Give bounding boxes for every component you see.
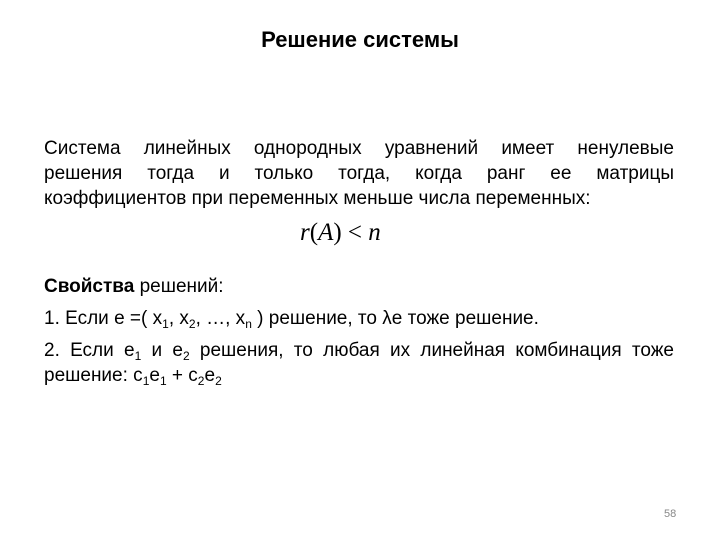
item2-text: e [204,365,216,386]
item1-text: ) решение, то λe тоже решение. [251,308,539,329]
formula-close-paren: ) [333,219,342,246]
properties-heading-bold: Свойства [44,276,135,297]
definition-line: решения тогда и только тогда, когда ранг ее матрицы [44,163,674,184]
properties-heading [44,276,224,298]
item2-subscript: 2 [215,374,222,388]
page-number: 58 [664,508,677,520]
item2-line-1 [44,338,674,363]
item2-subscript: 1 [134,349,142,363]
formula-A: A [318,219,334,246]
definition-line: коэффициентов при переменных меньше числа переменных: [44,188,591,209]
property-item-1 [44,308,539,330]
formula-n: n [368,219,381,246]
formula-r: r [300,219,310,246]
item2-text: решение: c [44,365,143,386]
property-item-2 [44,338,674,388]
item1-subscript: n [245,317,252,331]
item1-subscript: 2 [188,317,196,331]
item1-text: 1. Если e =( x [44,308,163,329]
item2-text: и e [141,340,183,361]
item2-text: e [149,365,160,386]
item2-text: решения, то любая их линейная комбинация тоже [189,340,674,361]
definition-paragraph [44,136,674,211]
rank-formula [300,219,381,247]
item1-text: , x [168,308,189,329]
item1-subscript: 1 [162,317,169,331]
item2-subscript: 1 [159,374,167,388]
formula-less-than: < [341,219,369,246]
item2-subscript: 1 [142,374,150,388]
item2-text: 2. Если e [44,340,135,361]
item2-text: + c [166,365,198,386]
item1-text: , …, x [195,308,246,329]
properties-heading-rest: решений: [134,276,224,297]
item2-subscript: 2 [182,349,190,363]
definition-line: Система линейных однородных уравнений имеет ненулевые [44,138,674,159]
item2-subscript: 2 [197,374,205,388]
slide-title: Решение системы [261,27,459,52]
formula-open-paren: ( [309,219,319,246]
item2-line-2 [44,363,674,388]
